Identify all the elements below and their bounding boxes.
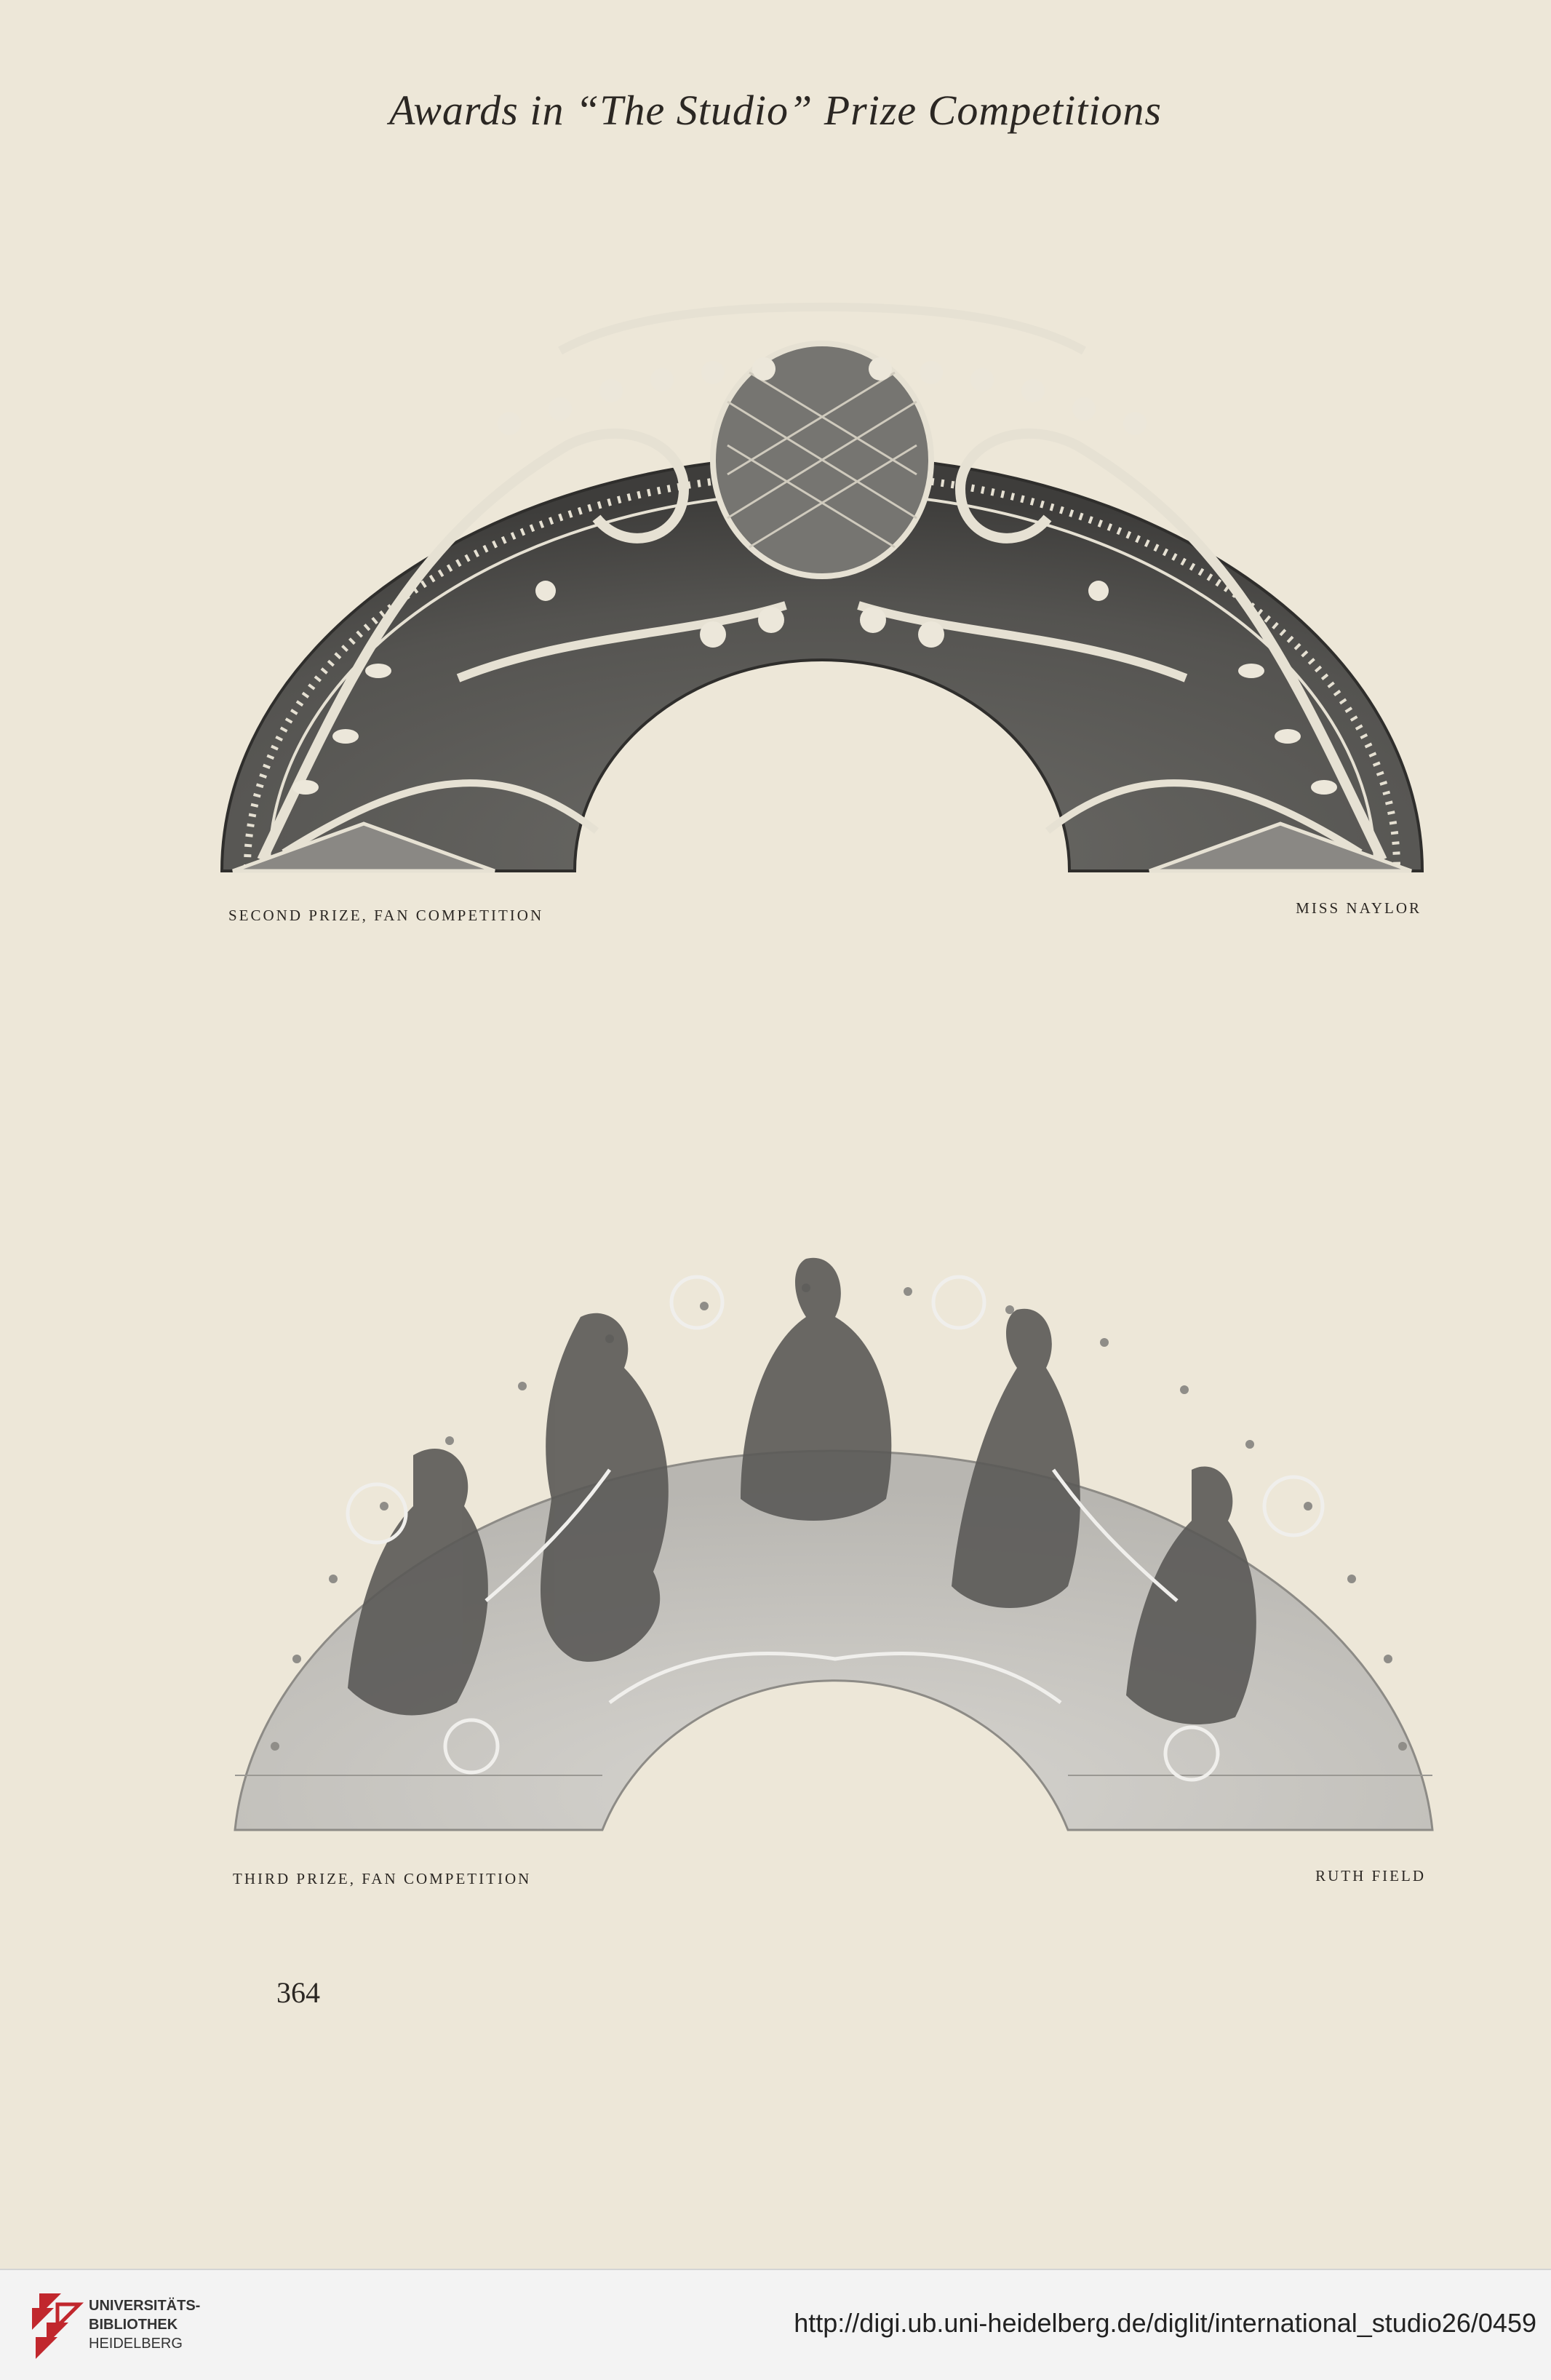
plate-2-caption: THIRD PRIZE, FAN COMPETITION <box>233 1870 532 1887</box>
library-name-line-1: UNIVERSITÄTS- <box>89 2298 201 2314</box>
second-prize-fan-illustration <box>218 227 1426 875</box>
page-number: 364 <box>276 1976 320 2009</box>
library-name-line-2: BIBLIOTHEK <box>89 2317 178 2333</box>
university-library-logo-icon <box>25 2286 94 2366</box>
library-name <box>89 2296 200 2353</box>
source-url-link[interactable]: http://digi.ub.uni-heidelberg.de/diglit/international_studio26/0459 <box>794 2308 1536 2338</box>
plate-2-artist: RUTH FIELD <box>1315 1867 1426 1885</box>
third-prize-fan-svg <box>231 1193 1436 1834</box>
plate-1-artist: MISS NAYLOR <box>1296 899 1422 917</box>
second-prize-fan-svg <box>218 227 1426 875</box>
third-prize-fan-illustration <box>231 1193 1436 1834</box>
plate-1-caption: SECOND PRIZE, FAN COMPETITION <box>228 907 544 924</box>
digitization-footer <box>0 2269 1551 2380</box>
library-name-line-3: HEIDELBERG <box>89 2336 183 2352</box>
running-title: Awards in “The Studio” Prize Competitions <box>388 87 1163 134</box>
